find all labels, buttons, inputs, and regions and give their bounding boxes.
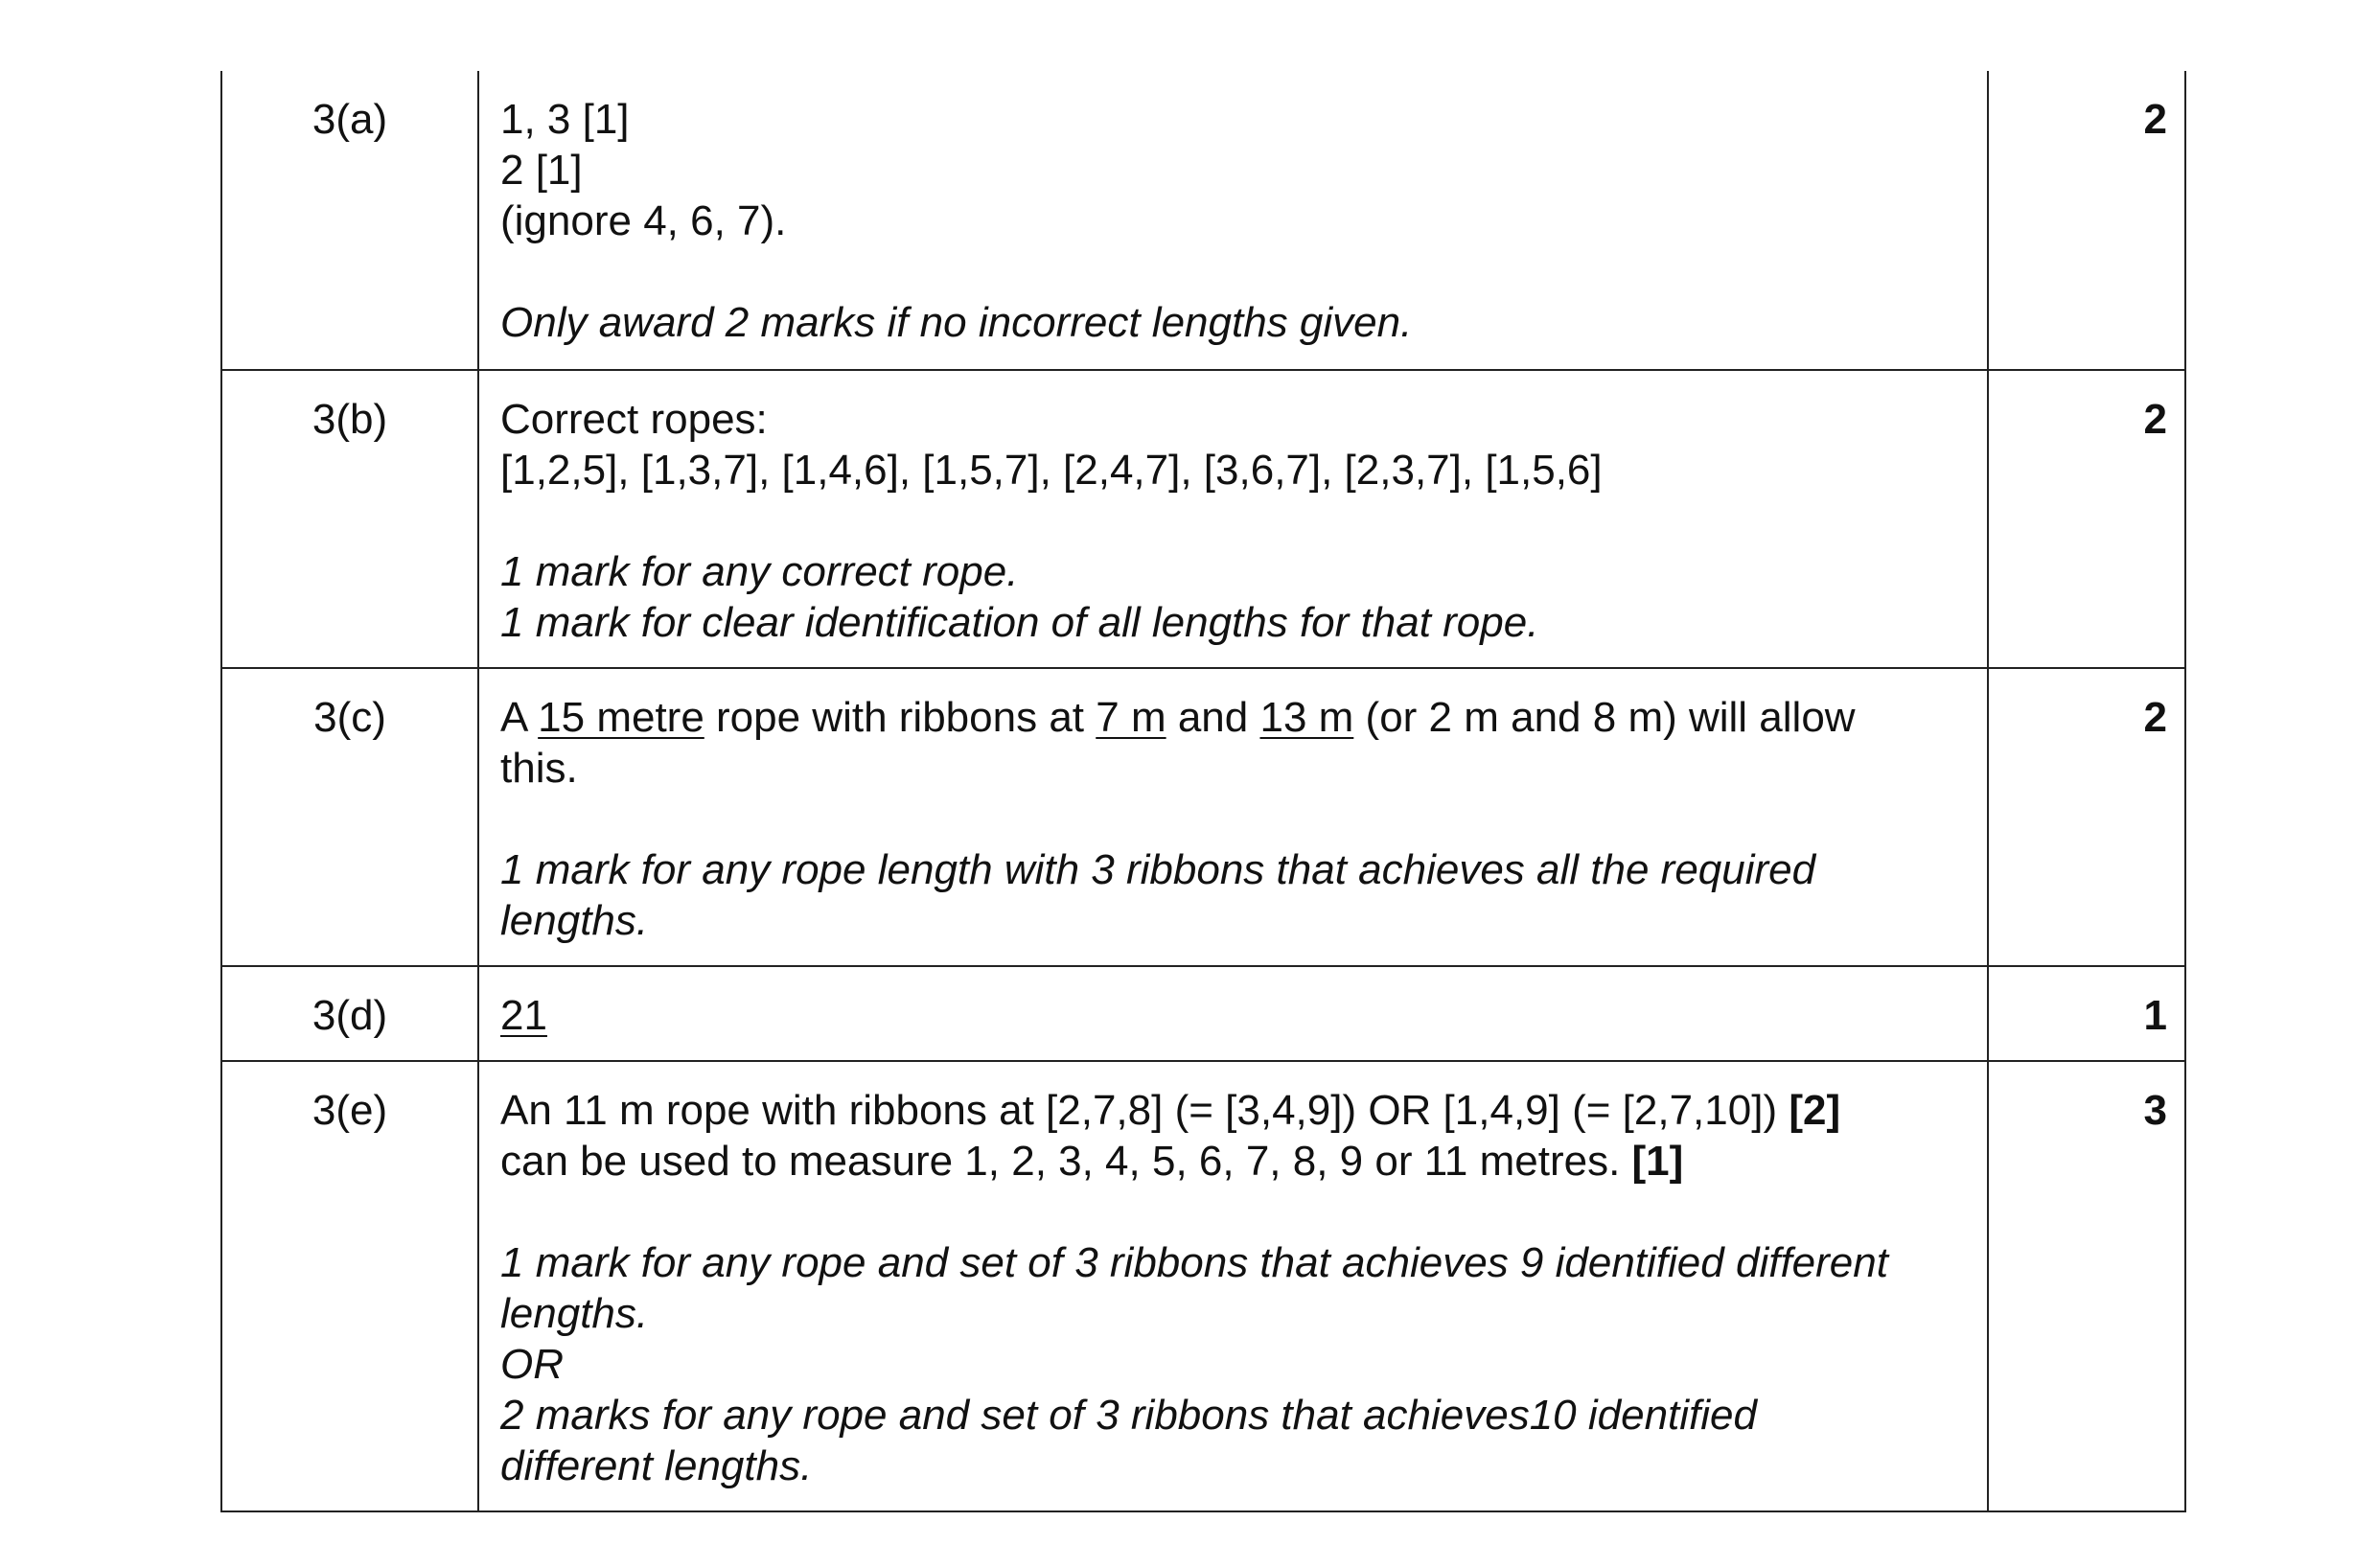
- table-row-3b: [221, 370, 2185, 668]
- marks-value: 1: [1988, 966, 2185, 1061]
- guidance-line: 1 mark for clear identification of all lengths for that rope.: [500, 599, 1539, 646]
- question-number: 3(d): [221, 966, 478, 1061]
- answer-line: [1,2,5], [1,3,7], [1,4,6], [1,5,7], [2,4,7], [3,6,7], [2,3,7], [1,5,6]: [500, 447, 1603, 494]
- answer-line: (ignore 4, 6, 7).: [500, 197, 787, 244]
- table-row-3a: [221, 71, 2185, 370]
- mark-scheme-table: [220, 71, 2186, 1512]
- guidance-line: Only award 2 marks if no incorrect lengths given.: [500, 299, 1413, 346]
- guidance-line: different lengths.: [500, 1442, 813, 1489]
- guidance-line: lengths.: [500, 1290, 649, 1337]
- question-number: 3(a): [221, 71, 478, 370]
- marks-value: 2: [1988, 71, 2185, 370]
- answer-line: can be used to measure 1, 2, 3, 4, 5, 6, 7, 8, 9 or 11 metres. [1]: [500, 1138, 1684, 1185]
- guidance-line: lengths.: [500, 897, 649, 944]
- question-number: 3(c): [221, 668, 478, 966]
- mark-allocation: [1]: [1631, 1138, 1684, 1185]
- guidance-line: 2 marks for any rope and set of 3 ribbons that achieves10 identified: [500, 1392, 1757, 1439]
- answer-cell: [478, 668, 1988, 966]
- answer-cell: [478, 370, 1988, 668]
- table-row-3e: [221, 1061, 2185, 1511]
- answer-line: A 15 metre rope with ribbons at 7 m and 13 m (or 2 m and 8 m) will allow: [500, 694, 1856, 741]
- answer-line: 2 [1]: [500, 147, 583, 194]
- answer-line: Correct ropes:: [500, 396, 768, 443]
- answer-cell: [478, 71, 1988, 370]
- answer-line: An 11 m rope with ribbons at [2,7,8] (= [3,4,9]) OR [1,4,9] (= [2,7,10]) [2]: [500, 1087, 1841, 1134]
- guidance-line: OR: [500, 1341, 564, 1388]
- table-row-3d: [221, 966, 2185, 1061]
- underlined-answer: 13 m: [1259, 694, 1354, 741]
- guidance-line: 1 mark for any rope length with 3 ribbons that achieves all the required: [500, 846, 1816, 893]
- question-number: 3(b): [221, 370, 478, 668]
- answer-cell: [478, 966, 1988, 1061]
- table-row-3c: [221, 668, 2185, 966]
- guidance-line: 1 mark for any rope and set of 3 ribbons that achieves 9 identified different: [500, 1239, 1888, 1286]
- answer-line: 1, 3 [1]: [500, 96, 630, 143]
- underlined-answer: 21: [500, 992, 547, 1039]
- answer-line: this.: [500, 745, 578, 792]
- answer-cell: [478, 1061, 1988, 1511]
- underlined-answer: 7 m: [1096, 694, 1166, 741]
- marks-value: 2: [1988, 370, 2185, 668]
- guidance-line: 1 mark for any correct rope.: [500, 548, 1019, 595]
- mark-allocation: [2]: [1789, 1087, 1841, 1134]
- marks-value: 2: [1988, 668, 2185, 966]
- underlined-answer: 15 metre: [538, 694, 704, 741]
- marks-value: 3: [1988, 1061, 2185, 1511]
- question-number: 3(e): [221, 1061, 478, 1511]
